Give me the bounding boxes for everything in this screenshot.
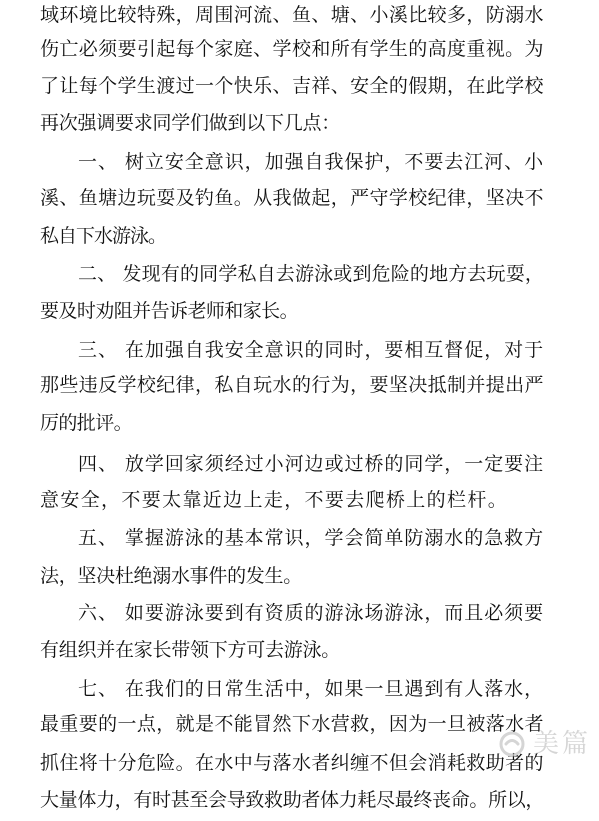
text-line [78, 450, 599, 478]
text-line-content: 域环境比较特殊，周围河流、鱼、塘、小溪比较多，防溺水 [40, 4, 544, 26]
text-line [78, 260, 599, 288]
text-line [40, 72, 599, 100]
text-line [40, 786, 599, 814]
text-line-content: 抓住将十分危险。在水中与落水者纠缠不但会消耗救助者的 [40, 752, 544, 774]
text-line-content: 最重要的一点，就是不能冒然下水营救，因为一旦被落水者 [40, 713, 544, 735]
text-line [40, 636, 599, 664]
watermark-text: 美篇 [532, 729, 591, 759]
text-line [78, 336, 599, 364]
text-line [40, 109, 599, 137]
watermark [497, 726, 591, 762]
text-line-content: 六、 如要游泳要到有资质的游泳场游泳，而且必须要 [78, 602, 545, 624]
text-line [40, 562, 599, 590]
text-line-content: 法，坚决杜绝溺水事件的发生。 [40, 565, 302, 587]
text-line [40, 297, 599, 325]
text-line-content: 私自下水游泳。 [40, 225, 167, 247]
text-line-content: 了让每个学生渡过一个快乐、吉祥、安全的假期，在此学校 [40, 75, 544, 97]
text-line [40, 184, 599, 212]
text-line [40, 35, 599, 63]
text-line-content: 溪、鱼塘边玩耍及钓鱼。从我做起，严守学校纪律，坚决不 [40, 187, 544, 209]
text-line [40, 1, 599, 29]
text-line-content: 伤亡必须要引起每个家庭、学校和所有学生的高度重视。为 [40, 38, 544, 60]
text-line [40, 409, 599, 437]
text-line-content: 四、 放学回家须经过小河边或过桥的同学，一定要注 [78, 453, 545, 475]
text-line [78, 675, 599, 703]
text-line [78, 599, 599, 627]
text-line-content: 要及时劝阻并告诉老师和家长。 [40, 300, 299, 322]
text-line-content: 三、 在加强自我安全意识的同时，要相互督促，对于 [78, 339, 545, 361]
text-line-content: 有组织并在家长带领下方可去游泳。 [40, 639, 341, 661]
text-line [78, 524, 599, 552]
text-line-content: 二、 发现有的同学私自去游泳或到危险的地方去玩耍， [78, 263, 545, 285]
text-line [78, 148, 599, 176]
text-line [40, 486, 599, 514]
text-line-content: 一、 树立安全意识，加强自我保护，不要去江河、小 [78, 151, 545, 173]
text-line-content: 大量体力，有时甚至会导致救助者体力耗尽最终丧命。所以， [40, 789, 545, 811]
text-line-content: 五、 掌握游泳的基本常识，学会简单防溺水的急救方 [78, 527, 545, 549]
text-line-content: 厉的批评。 [40, 412, 133, 434]
meipian-logo-icon [497, 729, 527, 759]
text-line-content: 再次强调要求同学们做到以下几点： [40, 112, 341, 134]
text-line-content: 那些违反学校纪律，私自玩水的行为，要坚决抵制并提出严 [40, 374, 544, 396]
text-line-content: 意安全，不要太靠近边上走，不要去爬桥上的栏杆。 [40, 489, 509, 511]
text-line [40, 371, 599, 399]
text-line [40, 222, 599, 250]
text-line-content: 七、 在我们的日常生活中，如果一旦遇到有人落水， [78, 678, 545, 700]
